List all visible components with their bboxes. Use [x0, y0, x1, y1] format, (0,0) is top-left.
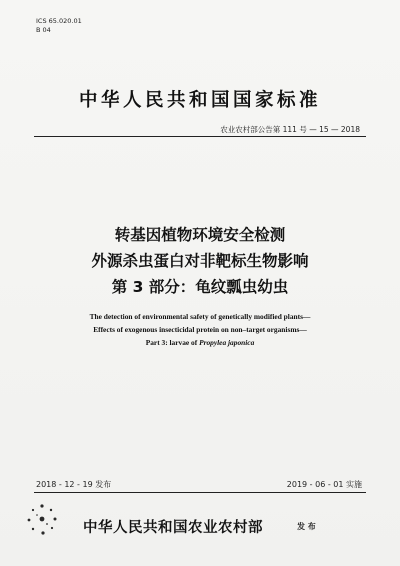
chinese-title-line-2: 外源杀虫蛋白对非靶标生物影响 [91, 252, 309, 270]
chinese-title-line-1: 转基因植物环境安全检测 [114, 226, 286, 244]
top-divider [34, 136, 366, 137]
ccs-code: B 04 [36, 26, 51, 34]
issuing-authority: 中华人民共和国农业农村部 [83, 520, 263, 536]
english-title-line-1: The detection of environmental safety of genetically modified plants— [89, 312, 311, 321]
english-title [0, 310, 400, 349]
ics-code: ICS 65.020.01 [36, 17, 82, 25]
bottom-divider [34, 492, 366, 493]
english-title-line-2: Effects of exogenous insecticidal protein on non–target organisms— [93, 325, 307, 334]
issuing-label: 发 布 [297, 522, 316, 531]
english-title-line-3 [0, 336, 400, 349]
document-number: 农业农村部公告第 111 号 — 15 — 2018 [220, 125, 360, 134]
chinese-title [0, 222, 400, 300]
issuer-seal-icon [22, 500, 62, 540]
english-title-part-label: Part 3: larvae of [145, 338, 200, 347]
implementation-date: 2019 - 06 - 01 实施 [286, 480, 362, 489]
classification-codes [36, 17, 82, 35]
issue-date: 2018 - 12 - 19 发布 [36, 480, 112, 489]
species-name: Propylea japonica [199, 338, 255, 347]
standard-category-title: 中华人民共和国国家标准 [78, 90, 321, 111]
chinese-title-line-3: 第 3 部分：龟纹瓢虫幼虫 [111, 278, 289, 296]
